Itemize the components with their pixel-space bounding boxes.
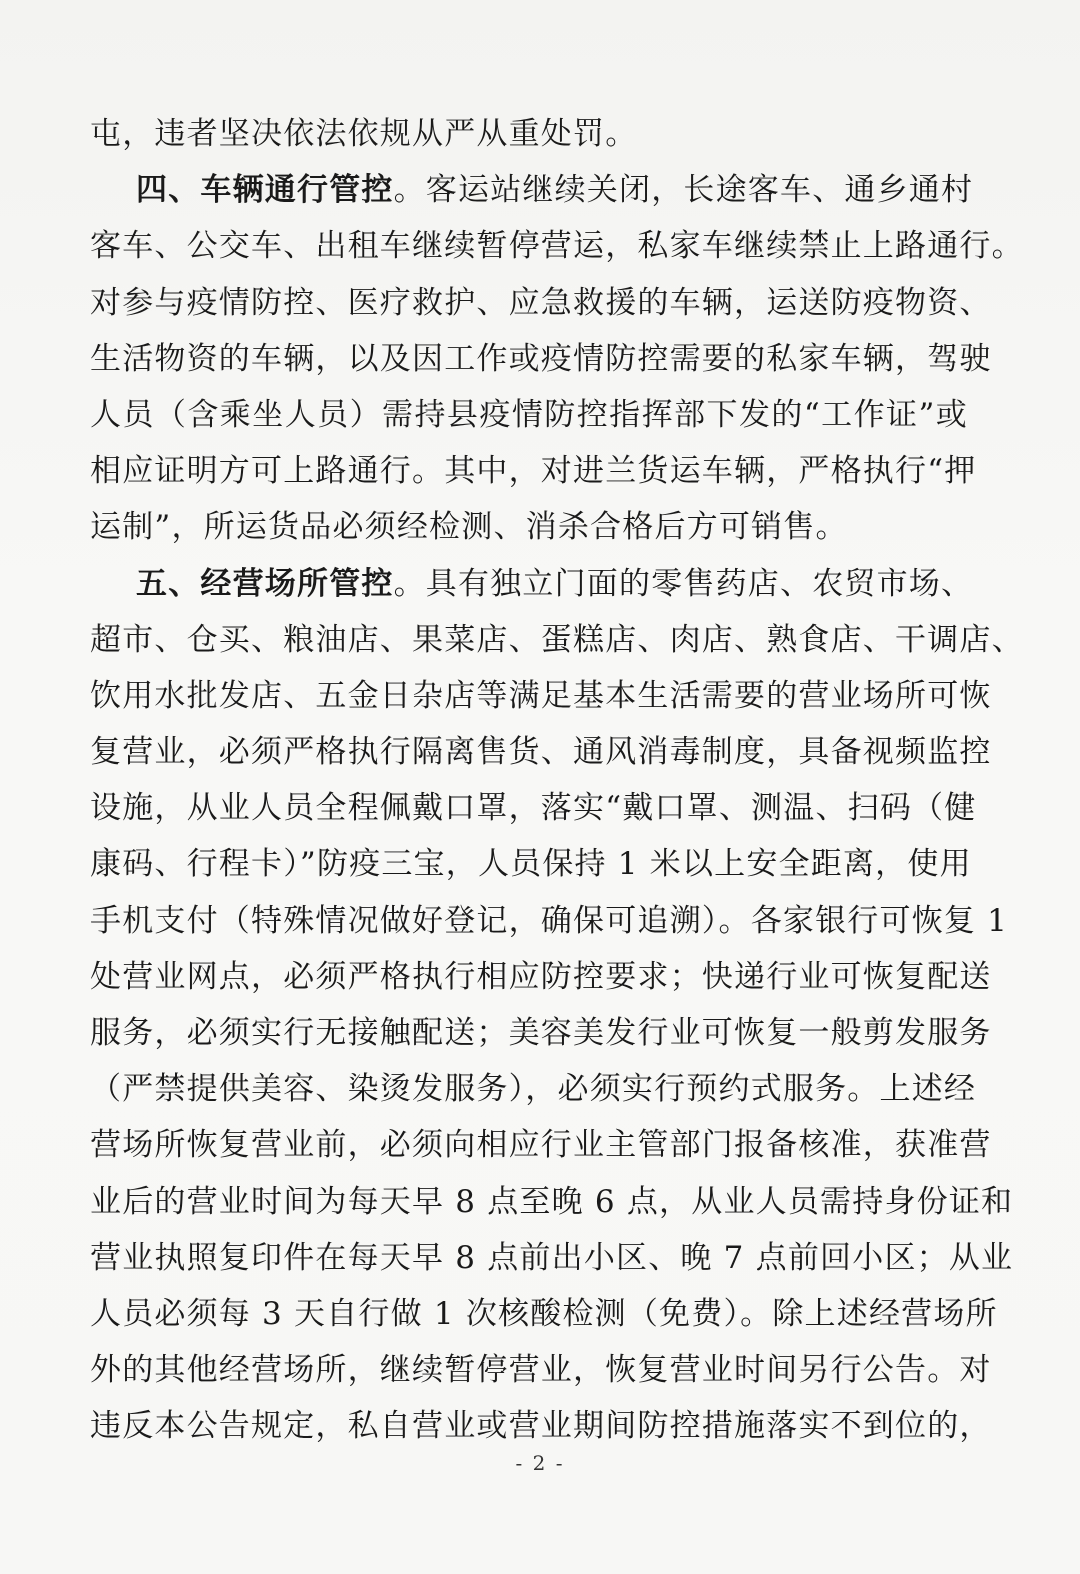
line-text: （严禁提供美容、染烫发服务），必须实行预约式服务。上述经: [90, 1071, 977, 1108]
text-line: [90, 780, 977, 836]
line-text: 相应证明方可上路通行。其中，对进兰货运车辆，严格执行“押: [90, 453, 977, 490]
line-text: 屯，违者坚决依法依规从严从重处罚。: [90, 116, 638, 152]
text-line: [90, 556, 974, 612]
text-line: [90, 387, 968, 443]
text-line: [90, 1230, 1014, 1286]
text-line: [90, 1342, 992, 1398]
line-text: 营业执照复印件在每天早 8 点前出小区、晚 7 点前回小区；从业: [90, 1239, 1014, 1276]
text-line: [90, 612, 1024, 668]
text-line: [90, 218, 1024, 274]
text-line: [90, 724, 992, 780]
section-heading: 四、车辆通行管控: [136, 172, 394, 209]
line-text: 运制”，所运货品必须经检测、消杀合格后方可销售。: [90, 509, 848, 546]
text-line: [90, 1061, 977, 1117]
text-line: [90, 443, 977, 499]
line-text: 外的其他经营场所，继续暂停营业，恢复营业时间另行公告。对: [90, 1352, 992, 1389]
line-text: 人员（含乘坐人员）需持县疫情防控指挥部下发的“工作证”或: [90, 396, 968, 433]
line-text: 。客运站继续关闭，长途客车、通乡通村: [393, 172, 974, 209]
line-text: 生活物资的车辆，以及因工作或疫情防控需要的私家车辆，驾驶: [90, 340, 992, 377]
body-text: [90, 106, 1024, 1455]
line-text: 营场所恢复营业前，必须向相应行业主管部门报备核准，获准营: [90, 1127, 992, 1164]
line-text: 饮用水批发店、五金日杂店等满足基本生活需要的营业场所可恢: [90, 677, 992, 714]
text-line: [90, 1174, 1014, 1230]
line-text: 。具有独立门面的零售药店、农贸市场、: [393, 565, 974, 602]
text-line: [90, 162, 974, 218]
text-line: [90, 1005, 992, 1061]
line-text: 处营业网点，必须严格执行相应防控要求；快递行业可恢复配送: [90, 958, 992, 995]
text-line: [90, 275, 992, 331]
line-text: 康码、行程卡）”防疫三宝，人员保持 1 米以上安全距离，使用: [90, 846, 972, 883]
page-number: - 2 -: [515, 1451, 565, 1475]
text-line: [90, 668, 992, 724]
line-text: 客车、公交车、出租车继续暂停营运，私家车继续禁止上路通行。: [90, 228, 1024, 265]
line-text: 服务，必须实行无接触配送；美容美发行业可恢复一般剪发服务: [90, 1015, 992, 1051]
text-line: [90, 1117, 992, 1173]
text-line: [90, 949, 992, 1005]
section-heading: 五、经营场所管控: [136, 565, 394, 602]
text-line: [90, 1398, 992, 1454]
line-text: 人员必须每 3 天自行做 1 次核酸检测（免费）。除上述经营场所: [90, 1295, 998, 1332]
text-line: [90, 836, 972, 892]
text-line: [90, 499, 980, 555]
line-text: 手机支付（特殊情况做好登记，确保可追溯）。各家银行可恢复 1: [90, 902, 1009, 939]
line-text: 复营业，必须严格执行隔离售货、通风消毒制度，具备视频监控: [90, 734, 992, 771]
text-line: [90, 1286, 998, 1342]
line-text: 超市、仓买、粮油店、果菜店、蛋糕店、肉店、熟食店、干调店、: [90, 621, 1024, 658]
line-text: 违反本公告规定，私自营业或营业期间防控措施落实不到位的，: [90, 1408, 992, 1445]
line-text: 设施，从业人员全程佩戴口罩，落实“戴口罩、测温、扫码（健: [90, 790, 977, 827]
text-line: [90, 106, 980, 162]
line-text: 业后的营业时间为每天早 8 点至晚 6 点，从业人员需持身份证和: [90, 1183, 1014, 1220]
text-line: [90, 893, 1009, 949]
line-text: 对参与疫情防控、医疗救护、应急救援的车辆，运送防疫物资、: [90, 284, 992, 321]
text-line: [90, 331, 992, 387]
